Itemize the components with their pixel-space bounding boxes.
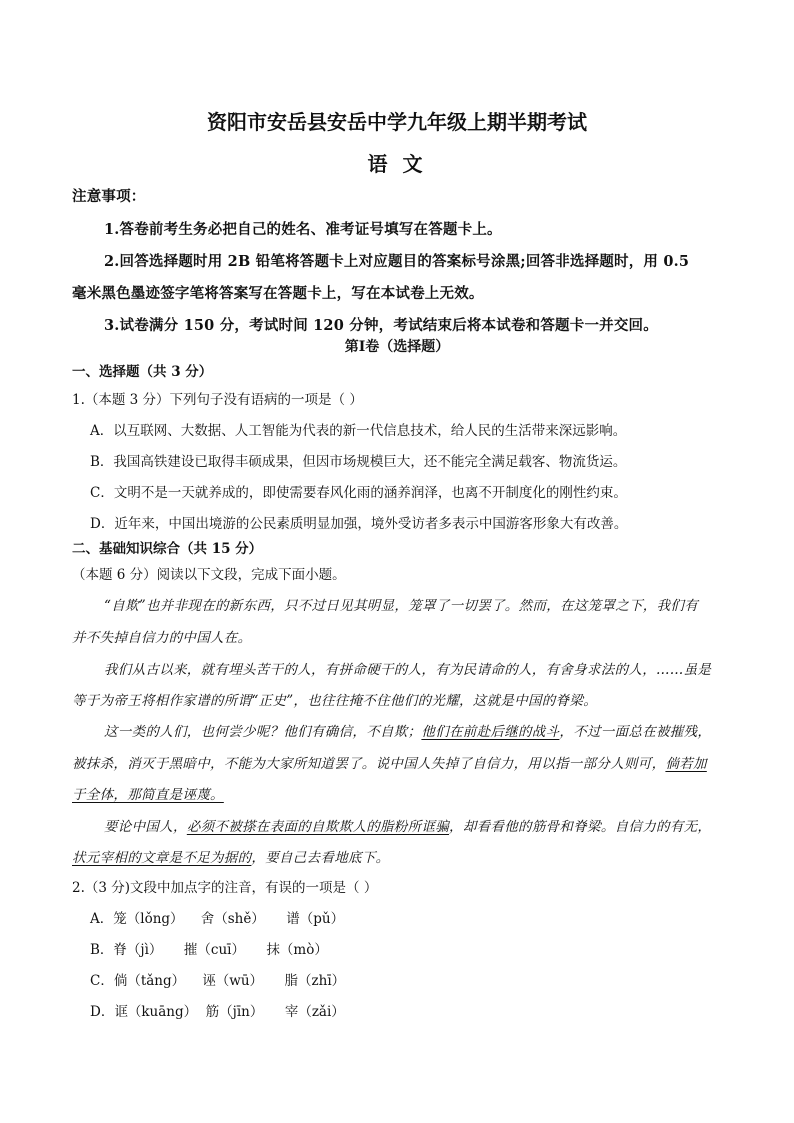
volume-title: 第Ⅰ卷（选择题） bbox=[344, 339, 450, 355]
p4-underlined-2: 状元宰相的文章是不足为据的 bbox=[72, 850, 252, 866]
q2-option-b: B．脊（jì） 摧（cuī） 抹（mò） bbox=[90, 942, 328, 958]
p3-text-a: 这一类的人们，也何尝少呢？他们有确信，不自欺； bbox=[104, 724, 422, 740]
q1-option-a: A．以互联网、大数据、人工智能为代表的新一代信息技术，给人民的生活带来深远影响。 bbox=[90, 423, 627, 439]
p3-underlined-2: 倘若加 bbox=[665, 756, 707, 772]
p3-underlined-3: 于全体，那简直是诬蔑。 bbox=[72, 787, 224, 803]
passage-p1-line1: “自欺”也并非现在的新东西，只不过日见其明显，笼罩了一切罢了。然而，在这笼罩之下，我们有 bbox=[104, 598, 699, 614]
p4-text-c: ，要自己去看地底下。 bbox=[251, 850, 390, 866]
passage-p3-line2 bbox=[72, 752, 707, 772]
p4-text-a: 要论中国人， bbox=[104, 819, 187, 835]
p3-text-b: ，不过一面总在被摧残， bbox=[559, 724, 712, 740]
exam-title: 资阳市安岳县安岳中学九年级上期半期考试 bbox=[207, 110, 587, 134]
passage-p2-line2: 等于为帝王将相作家谱的所谓“正史”，也往往掩不住他们的光耀，这就是中国的脊梁。 bbox=[72, 693, 598, 709]
notice-item-3: 3.试卷满分 150 分，考试时间 120 分钟，考试结束后将本试卷和答题卡一并交回。 bbox=[104, 317, 658, 334]
passage-p3-line1 bbox=[104, 720, 711, 740]
passage-p4-line1 bbox=[104, 815, 711, 835]
q1-option-c: C．文明不是一天就养成的，即使需要春风化雨的涵养润泽，也离不开制度化的刚性约束。 bbox=[90, 485, 627, 501]
p3-text-c: 被抹杀，消灭于黑暗中，不能为大家所知道罢了。说中国人失掉了自信力，用以指一部分人则可， bbox=[72, 756, 666, 772]
passage-p4-line2 bbox=[72, 846, 389, 866]
section1-heading: 一、选择题（共 3 分） bbox=[72, 364, 213, 380]
notice-item-2-cont: 毫米黑色墨迹签字笔将答案写在答题卡上，写在本试卷上无效。 bbox=[72, 285, 484, 302]
passage-p1-line2: 并不失掉自信力的中国人在。 bbox=[72, 630, 252, 646]
notice-item-2: 2.回答选择题时用 2B 铅笔将答题卡上对应题目的答案标号涂黑;回答非选择题时，用 0.5 bbox=[104, 253, 690, 270]
notice-item-1: 1.答卷前考生务必把自己的姓名、准考证号填写在答题卡上。 bbox=[104, 221, 502, 238]
q2-option-a: A．笼（lǒng） 舍（shě） 谱（pǔ） bbox=[90, 911, 345, 927]
q2-option-d: D．诓（kuāng） 筋（jīn） 宰（zǎi） bbox=[90, 1004, 345, 1020]
q2-option-c: C．倘（tǎng） 诬（wū） 脂（zhī） bbox=[90, 973, 346, 989]
q1-option-b: B．我国高铁建设已取得丰硕成果，但因市场规模巨大，还不能完全满足载客、物流货运。 bbox=[90, 454, 627, 470]
p3-underlined-1: 他们在前赴后继的战斗 bbox=[421, 724, 560, 740]
passage-p3-line3 bbox=[72, 783, 224, 803]
passage-p2-line1: 我们从古以来，就有埋头苦干的人，有拼命硬干的人，有为民请命的人，有舍身求法的人，……虽是 bbox=[104, 662, 712, 678]
q2-stem: 2.（3 分)文段中加点字的注音，有误的一项是（ ） bbox=[72, 880, 378, 896]
q1-option-d: D．近年来，中国出境游的公民素质明显加强，境外受访者多表示中国游客形象大有改善。 bbox=[90, 516, 628, 532]
section2-heading: 二、基础知识综合（共 15 分） bbox=[72, 541, 263, 557]
p4-underlined-1: 必须不被搽在表面的自欺欺人的脂粉所诓骗 bbox=[186, 819, 450, 835]
notice-heading: 注意事项： bbox=[72, 188, 146, 205]
p4-text-b: ，却看看他的筋骨和脊梁。自信力的有无， bbox=[449, 819, 712, 835]
passage-intro: （本题 6 分）阅读以下文段，完成下面小题。 bbox=[72, 567, 346, 583]
q1-stem: 1.（本题 3 分）下列句子没有语病的一项是（ ） bbox=[72, 392, 363, 408]
subject-title: 语 文 bbox=[367, 152, 427, 176]
